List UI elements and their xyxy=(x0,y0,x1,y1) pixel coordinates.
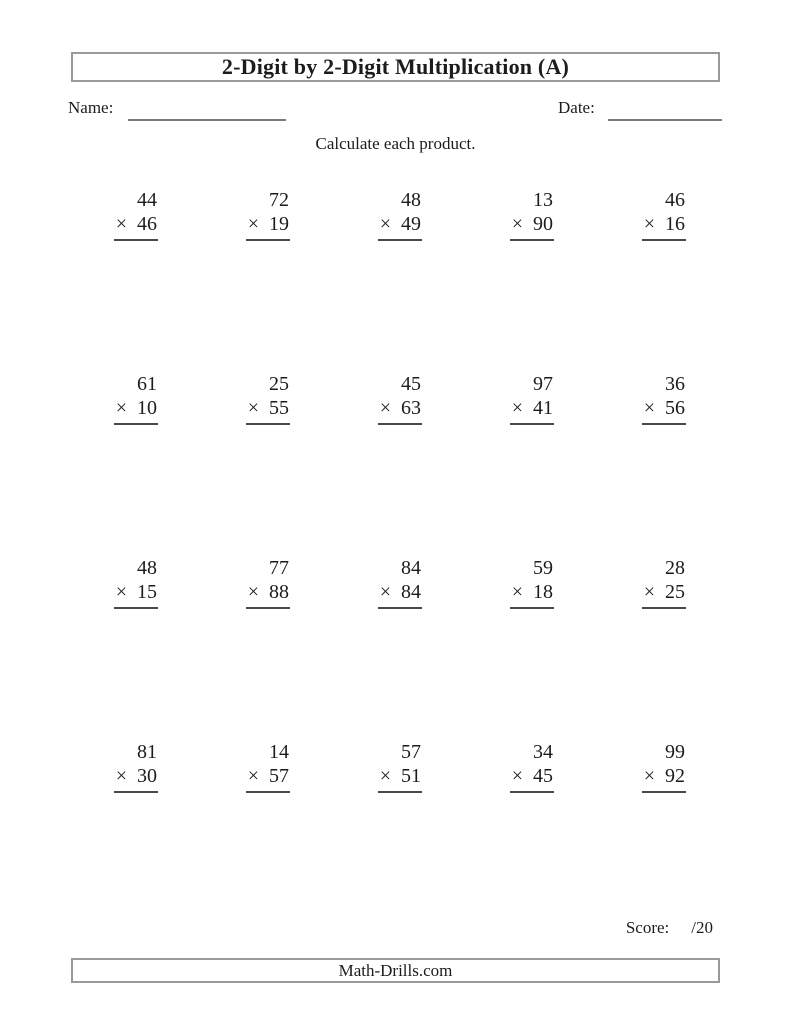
problem-cell xyxy=(26,372,158,556)
multiplicand: 45 xyxy=(401,373,421,395)
multiplier: 46 xyxy=(137,213,157,235)
multiplicand: 28 xyxy=(665,557,685,579)
problem-cell xyxy=(422,740,554,924)
multiplication-problem xyxy=(642,556,686,609)
multiplicand: 59 xyxy=(533,557,553,579)
problem-bottom-row xyxy=(642,396,686,425)
problem-bottom-row xyxy=(642,580,686,609)
problem-cell xyxy=(290,372,422,556)
multiplication-problem xyxy=(246,372,290,425)
problem-cell xyxy=(290,188,422,372)
problem-cell xyxy=(554,188,686,372)
multiplication-problem xyxy=(510,556,554,609)
multiply-sign: × xyxy=(379,765,391,787)
multiply-sign: × xyxy=(247,765,259,787)
multiplication-problem xyxy=(114,188,158,241)
multiplication-problem xyxy=(246,556,290,609)
problem-bottom-row xyxy=(246,212,290,241)
problem-bottom-row xyxy=(246,396,290,425)
multiplicand: 72 xyxy=(269,189,289,211)
score-value: /20 xyxy=(691,918,713,937)
multiply-sign: × xyxy=(115,213,127,235)
problem-bottom-row xyxy=(642,212,686,241)
multiply-sign: × xyxy=(643,765,655,787)
name-label: Name: xyxy=(68,98,114,117)
problem-cell xyxy=(290,740,422,924)
problems-grid xyxy=(26,188,686,924)
multiplicand: 46 xyxy=(665,189,685,211)
multiplicand: 44 xyxy=(137,189,157,211)
problem-bottom-row xyxy=(378,764,422,793)
multiplication-problem xyxy=(114,372,158,425)
problem-cell xyxy=(422,372,554,556)
multiplier: 56 xyxy=(665,397,685,419)
multiplier: 25 xyxy=(665,581,685,603)
multiplication-problem xyxy=(642,740,686,793)
page-title: 2-Digit by 2-Digit Multiplication (A) xyxy=(221,54,570,79)
multiplier: 19 xyxy=(269,213,289,235)
multiplication-problem xyxy=(246,188,290,241)
multiply-sign: × xyxy=(115,397,127,419)
problem-cell xyxy=(290,556,422,740)
multiplication-problem xyxy=(510,188,554,241)
problem-cell xyxy=(158,740,290,924)
multiplicand: 48 xyxy=(401,189,421,211)
multiplier: 55 xyxy=(269,397,289,419)
multiplier: 92 xyxy=(665,765,685,787)
multiplicand: 57 xyxy=(401,741,421,763)
multiply-sign: × xyxy=(115,765,127,787)
problem-cell xyxy=(554,740,686,924)
problem-bottom-row xyxy=(378,212,422,241)
multiply-sign: × xyxy=(379,397,391,419)
multiplier: 16 xyxy=(665,213,685,235)
multiply-sign: × xyxy=(115,581,127,603)
multiplicand: 13 xyxy=(533,189,553,211)
multiply-sign: × xyxy=(511,581,523,603)
score-label: Score: xyxy=(625,918,670,937)
problem-bottom-row xyxy=(114,764,158,793)
multiplier: 30 xyxy=(137,765,157,787)
multiply-sign: × xyxy=(643,213,655,235)
multiplier: 84 xyxy=(401,581,421,603)
name-date-row xyxy=(0,98,791,124)
problem-bottom-row xyxy=(510,580,554,609)
multiply-sign: × xyxy=(643,397,655,419)
multiplication-problem xyxy=(114,556,158,609)
multiplication-problem xyxy=(378,556,422,609)
multiplicand: 48 xyxy=(137,557,157,579)
multiplier: 10 xyxy=(137,397,157,419)
problem-bottom-row xyxy=(642,764,686,793)
multiplicand: 99 xyxy=(665,741,685,763)
multiplication-problem xyxy=(378,188,422,241)
multiplication-problem xyxy=(114,740,158,793)
problem-cell xyxy=(26,188,158,372)
multiplier: 51 xyxy=(401,765,421,787)
multiply-sign: × xyxy=(511,397,523,419)
footer-box xyxy=(71,958,720,983)
multiply-sign: × xyxy=(379,213,391,235)
date-blank-line xyxy=(608,119,722,121)
multiplier: 88 xyxy=(269,581,289,603)
multiplier: 49 xyxy=(401,213,421,235)
multiplicand: 97 xyxy=(533,373,553,395)
multiply-sign: × xyxy=(511,765,523,787)
multiplicand: 81 xyxy=(137,741,157,763)
multiplication-problem xyxy=(378,740,422,793)
multiply-sign: × xyxy=(247,581,259,603)
problem-cell xyxy=(554,372,686,556)
multiply-sign: × xyxy=(247,213,259,235)
multiplier: 90 xyxy=(533,213,553,235)
multiplication-problem xyxy=(246,740,290,793)
multiply-sign: × xyxy=(379,581,391,603)
problem-bottom-row xyxy=(114,212,158,241)
problem-bottom-row xyxy=(510,212,554,241)
multiply-sign: × xyxy=(643,581,655,603)
score-row xyxy=(626,918,713,938)
date-label: Date: xyxy=(558,98,595,117)
name-blank-line xyxy=(128,119,286,121)
problem-bottom-row xyxy=(378,396,422,425)
multiplier: 57 xyxy=(269,765,289,787)
multiplier: 18 xyxy=(533,581,553,603)
multiplicand: 61 xyxy=(137,373,157,395)
multiplicand: 34 xyxy=(533,741,553,763)
multiplicand: 84 xyxy=(401,557,421,579)
problem-cell xyxy=(554,556,686,740)
problem-bottom-row xyxy=(114,396,158,425)
multiplicand: 25 xyxy=(269,373,289,395)
multiplicand: 36 xyxy=(665,373,685,395)
multiplicand: 77 xyxy=(269,557,289,579)
title-box xyxy=(71,52,720,82)
multiplier: 45 xyxy=(533,765,553,787)
problem-cell xyxy=(158,372,290,556)
multiplication-problem xyxy=(510,740,554,793)
multiplication-problem xyxy=(642,372,686,425)
problem-bottom-row xyxy=(378,580,422,609)
problem-cell xyxy=(26,740,158,924)
multiplier: 15 xyxy=(137,581,157,603)
problem-cell xyxy=(158,188,290,372)
instruction-text: Calculate each product. xyxy=(315,134,476,153)
problem-bottom-row xyxy=(510,764,554,793)
problem-bottom-row xyxy=(114,580,158,609)
brand-text: Math-Drills.com xyxy=(338,960,453,980)
multiplication-problem xyxy=(378,372,422,425)
problem-cell xyxy=(26,556,158,740)
multiplicand: 14 xyxy=(269,741,289,763)
problem-cell xyxy=(158,556,290,740)
multiplication-problem xyxy=(510,372,554,425)
multiplier: 41 xyxy=(533,397,553,419)
multiplier: 63 xyxy=(401,397,421,419)
problem-cell xyxy=(422,556,554,740)
problem-bottom-row xyxy=(510,396,554,425)
multiplication-problem xyxy=(642,188,686,241)
multiply-sign: × xyxy=(511,213,523,235)
problem-bottom-row xyxy=(246,764,290,793)
multiply-sign: × xyxy=(247,397,259,419)
problem-bottom-row xyxy=(246,580,290,609)
problem-cell xyxy=(422,188,554,372)
